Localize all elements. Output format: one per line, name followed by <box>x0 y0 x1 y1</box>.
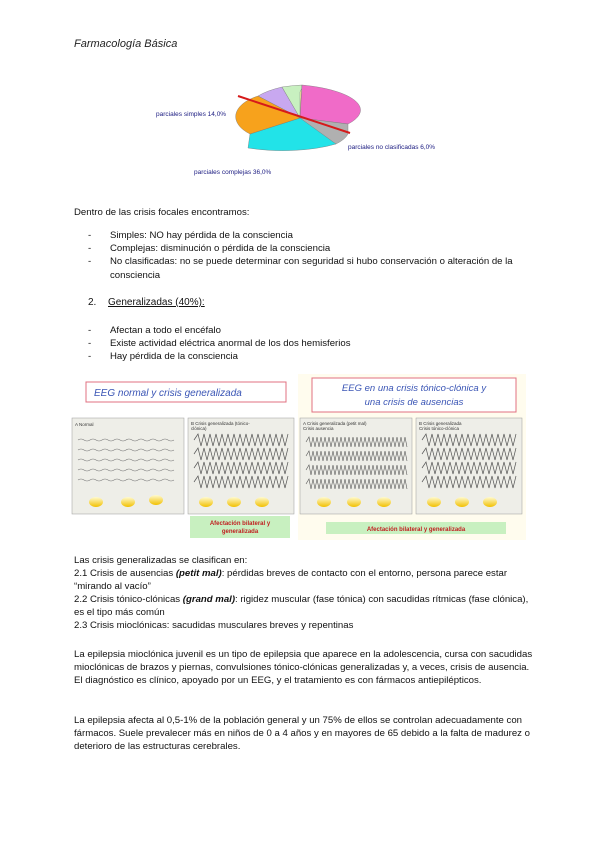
eeg-tc-label-2: Crisis tónico-clónica <box>419 426 460 431</box>
heading-title: Generalizadas (40%): <box>108 297 205 308</box>
generalizadas-heading <box>88 297 205 308</box>
list-item: - Afectan a todo el encéfalo <box>88 324 528 337</box>
list-item: - Complejas: disminución o pérdida de la consciencia <box>88 242 528 255</box>
list-item: - No clasificadas: no se puede determinar con seguridad si hubo conservación o alteración de la consciencia <box>88 255 528 281</box>
pie-label-no-clasificadas: parciales no clasificadas 6,0% <box>348 144 436 151</box>
paragraph-poblacion: La epilepsia afecta al 0,5-1% de la población general y un 75% de ellos se controlan adecuadamente con fármacos. Suele prevalecer más en niños de 0 a 4 años y en mayores de 65 debido a la falta de madurez o deterioro de las estructuras cerebrales. <box>74 715 530 752</box>
focal-intro: Dentro de las crisis focales encontramos: <box>74 207 250 218</box>
eeg-tc-label-1: B Crisis generalizada <box>419 421 462 426</box>
page-header: Farmacología Básica <box>74 38 178 50</box>
item-2-lead: 2.2 Crisis tónico-clónicas <box>74 594 183 605</box>
eeg-left-caption-2: generalizada <box>221 529 259 535</box>
eeg-figure <box>66 374 526 540</box>
clasificacion-block <box>74 554 534 632</box>
list-item: - Simples: NO hay pérdida de la consciencia <box>88 229 528 242</box>
eeg-right-caption: Afectación bilateral y generalizada <box>366 527 466 533</box>
clasificacion-item-1 <box>74 567 534 593</box>
eeg-left-title: EEG normal y crisis generalizada <box>94 388 242 399</box>
focal-list <box>88 229 528 282</box>
generalizadas-list <box>88 324 528 364</box>
item-1-lead: 2.1 Crisis de ausencias <box>74 568 176 579</box>
item-1-text: : pérdidas breves de contacto con el entorno, persona parece estar “mirando al vacío” <box>74 568 508 592</box>
clasificacion-intro: Las crisis generalizadas se clasifican en: <box>74 555 248 566</box>
eeg-right-title-2: una crisis de ausencias <box>364 397 464 408</box>
eeg-ausencia-label-1: A Crisis generalizada (petit mal) <box>303 421 367 426</box>
item-1-emphasis: (petit mal) <box>175 568 222 579</box>
pie-label-complejas: parciales complejas 36,0% <box>194 169 272 176</box>
heading-number: 2. <box>88 297 97 308</box>
seizure-pie-chart <box>150 78 450 188</box>
item-2-text: : rigidez muscular (fase tónica) con sacudidas rítmicas (fase clónica), es el tipo más común <box>74 594 529 618</box>
clasificacion-item-2 <box>74 593 534 619</box>
item-2-emphasis: (grand mal) <box>182 594 236 605</box>
eeg-generalizada-label-1: B Crisis generalizada (tónico- <box>191 421 250 426</box>
eeg-generalizada-label-2: clónica) <box>191 426 207 431</box>
eeg-ausencia-label-2: Crisis ausencia <box>303 426 334 431</box>
clasificacion-item-3: 2.3 Crisis mioclónicas: sacudidas musculares breves y repentinas <box>74 620 354 631</box>
eeg-right-title-1: EEG en una crisis tónico-clónica y <box>341 383 487 394</box>
eeg-left-caption-1: Afectación bilateral y <box>209 521 271 527</box>
pie-label-simples: parciales simples 14,0% <box>156 111 227 118</box>
paragraph-mioclonica: La epilepsia mioclónica juvenil es un tipo de epilepsia que aparece en la adolescencia, cursa con sacudidas mioclónicas de brazos y piernas, convulsiones tónico-clónicas generalizadas y, a veces, crisis de ausencia. El diagnóstico es clínico, apoyado por un EEG, y el tratamiento es con fármacos antiepilépticos. <box>74 649 533 686</box>
list-item: - Existe actividad eléctrica anormal de los dos hemisferios <box>88 337 528 350</box>
list-item: - Hay pérdida de la consciencia <box>88 350 528 363</box>
pie-slice-magenta <box>300 85 361 124</box>
eeg-normal-label: A Normal <box>75 422 94 427</box>
